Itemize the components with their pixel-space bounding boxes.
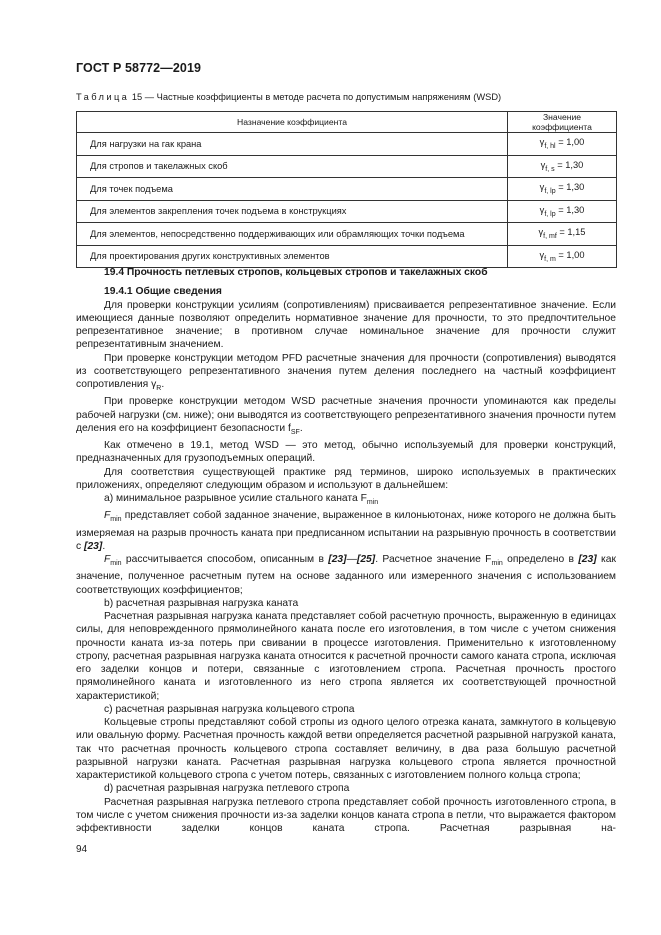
coefficients-table — [76, 111, 617, 268]
paragraph-text: определено в — [502, 554, 579, 565]
subscript: R — [156, 385, 162, 392]
row-name: Для точек подъема — [77, 178, 508, 201]
table-caption-label: Таблица — [76, 92, 130, 102]
col-header-value: Значение коэффициента — [508, 112, 617, 133]
row-name: Для элементов закрепления точек подъема в конструкциях — [77, 200, 508, 223]
subscript: min — [110, 560, 122, 567]
paragraph — [76, 553, 616, 597]
value-subscript: f, hl — [544, 143, 556, 151]
row-name: Для стропов и такелажных скоб — [77, 155, 508, 178]
table-row — [77, 200, 617, 223]
value-subscript: f, lp — [544, 210, 556, 218]
value-number: = 1,00 — [555, 249, 585, 260]
row-value — [508, 155, 617, 178]
list-item-a — [76, 492, 616, 509]
body-text — [76, 266, 616, 835]
table-caption-text: 15 — Частные коэффициенты в методе расчета по допустимым напряжениям (WSD) — [129, 92, 502, 102]
paragraph-text: . — [299, 422, 303, 434]
value-subscript: f, m — [544, 255, 556, 263]
reference: [23] — [84, 540, 103, 552]
value-number: = 1,15 — [556, 227, 586, 238]
gamma-symbol: γ — [538, 227, 544, 238]
subscript: min — [366, 499, 379, 506]
list-item-c: c) расчетная разрывная нагрузка кольцевого стропа — [104, 703, 355, 715]
subscript: min — [110, 516, 122, 524]
paragraph-text: При проверке конструкции методом PFD расчетные значения для прочности (сопротивления) выводятся из соответствующего репрезентативного значения путем деления последнего на частный коэффициент сопротивления γ — [76, 352, 616, 390]
row-value — [508, 178, 617, 201]
paragraph-text: как значение, полученное расчетным путем на основе заданного или измеренного значения с использованием соответствующих коэффициентов; — [76, 554, 617, 596]
paragraph-text: . Расчетное значение F — [375, 554, 492, 565]
gamma-symbol: γ — [539, 204, 545, 215]
document-header: ГОСТ Р 58772—2019 — [76, 61, 202, 75]
row-name: Для нагрузки на гак крана — [77, 133, 508, 156]
reference: [23] — [328, 554, 347, 565]
gamma-symbol: γ — [540, 159, 546, 170]
table-row — [77, 133, 617, 156]
gamma-symbol: γ — [539, 182, 545, 193]
value-subscript: f, s — [545, 165, 555, 173]
paragraph-text: — — [346, 554, 357, 565]
paragraph-text: рассчитывается способом, описанным в — [121, 554, 329, 565]
table-row — [77, 223, 617, 246]
list-item-b: b) расчетная разрывная нагрузка каната — [104, 597, 299, 609]
row-value — [508, 245, 617, 268]
list-item-d: d) расчетная разрывная нагрузка петлевого стропа — [104, 783, 350, 795]
row-value — [508, 223, 617, 246]
paragraph: Для проверки конструкции усилиям (сопротивлениям) присваивается репрезентативное значение. Если имеющиеся данные позволяют определить нормативное значение для прочности, то это предпочтительное репрезентативное значение; в противном случае номинальное значение для прочности служит репрезентативным значением. — [76, 299, 616, 351]
value-subscript: f, lp — [544, 188, 556, 196]
table-caption — [76, 92, 616, 102]
row-name: Для проектирования других конструктивных элементов — [77, 245, 508, 268]
table-row — [77, 155, 617, 178]
paragraph — [76, 395, 616, 439]
paragraph: Для соответствия существующей практике ряд терминов, широко используемых в практических приложениях, определяют следующим образом и используют в дальнейшем: — [76, 466, 616, 491]
subscript: min — [491, 560, 503, 567]
paragraph-text: . — [161, 379, 165, 390]
subscript: SF — [290, 428, 300, 436]
table-row — [77, 245, 617, 268]
paragraph: Расчетная разрывная нагрузка петлевого стропа представляет собой прочность изготовленного стропа, в том числе с учетом снижения прочности из-за заделки концов каната стропа в петли, что выражается фактором эффективности заделки концов каната стропа. Расчетная разрывная на- — [76, 796, 616, 834]
subsection-heading: 19.4.1 Общие сведения — [104, 286, 222, 298]
page-number: 94 — [76, 844, 88, 855]
symbol: F — [104, 554, 111, 565]
table-header-row — [77, 112, 617, 133]
row-value — [508, 200, 617, 223]
col-header-name: Назначение коэффициента — [77, 112, 508, 133]
paragraph — [76, 509, 616, 553]
gamma-symbol: γ — [539, 137, 545, 148]
paragraph-text: При проверке конструкции методом WSD расчетные значения прочности упоминаются как пределы рабочей нагрузки (см. ниже); они выводятся из соответствующего репрезентативного значения прочности путем деления его на коэффициент безопасности f — [76, 396, 616, 434]
reference: [23] — [578, 554, 597, 565]
paragraph-text: . — [102, 540, 106, 552]
section-heading: 19.4 Прочность петлевых стропов, кольцевых стропов и такелажных скоб — [104, 267, 488, 278]
gamma-symbol: γ — [539, 249, 545, 260]
row-name: Для элементов, непосредственно поддерживающих или обрамляющих точки подъема — [77, 223, 508, 246]
row-value — [508, 133, 617, 156]
symbol: F — [104, 510, 111, 522]
paragraph: Расчетная разрывная нагрузка каната представляет собой расчетную прочность, выраженную в единицах силы, для неповрежденного прямолинейного каната после его изготовления, в том числе с учетом снижения прочности каната из-за потерь при свивании в процессе изготовления. Применительно к изготовленному стропу, расчетная разрывная нагрузка каната относится к расчетной прочности самого каната стропа, исключая его заделки концов и потери, связанные с изготовлением стропа. Расчетная прочность простого прямолинейного каната и изготовленного из него стропа является их соответствующей прочностной характеристикой; — [76, 611, 616, 702]
paragraph: Как отмечено в 19.1, метод WSD — это метод, обычно используемый для проверки конструкций, предназначенных для грузоподъемных операций. — [76, 440, 616, 465]
list-item-text: а) минимальное разрывное усилие стального каната F — [104, 493, 367, 504]
value-number: = 1,00 — [555, 137, 585, 148]
paragraph-text: представляет собой заданное значение, выраженное в килоньютонах, ниже которого не должна быть измеряемая на разрыв прочность каната при предписанном испытании на разрывную прочность в соответствии с — [76, 510, 616, 552]
table-row — [77, 178, 617, 201]
value-subscript: f, mf — [543, 233, 557, 241]
value-number: = 1,30 — [554, 159, 584, 170]
value-number: = 1,30 — [555, 204, 585, 215]
reference: [25] — [356, 554, 376, 565]
paragraph: Кольцевые стропы представляют собой стропы из одного целого отрезка каната, замкнутого в кольцевую или овальную форму. Расчетная прочность каждой ветви определяется расчетной разрывной нагрузкой каната, так что расчетная прочность кольцевого стропа составляет величину, в два раза большую расчетной разрывной нагрузки каната. Расчетная разрывная нагрузка кольцевого стропа является прочностной характеристикой кольцевого стропа с учетом потерь, связанных с изготовлением полного кольца стропа; — [76, 717, 616, 781]
value-number: = 1,30 — [555, 182, 585, 193]
paragraph — [76, 352, 616, 396]
